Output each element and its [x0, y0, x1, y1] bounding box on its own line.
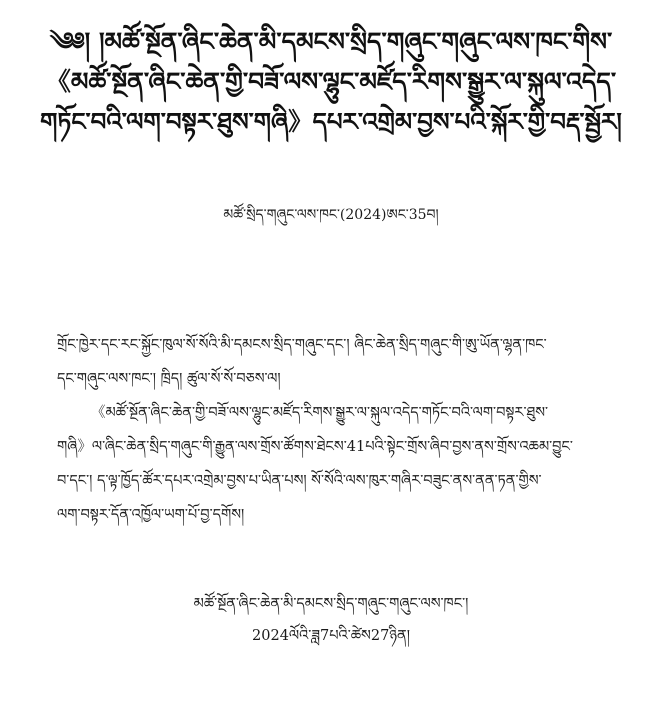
body-line-1: 《མཚོ་སྔོན་ཞིང་ཆེན་གྱི་བཟོ་ལས་ལྷུང་མཛོད་རིགས་སྒྱུར་ལ་སྐུལ་འདེད་གཏོང་བའི་ལག་བསྟར་ཐུས་	[91, 405, 549, 421]
title-line-1: ༄༅། །མཚོ་སྔོན་ཞིང་ཆེན་མི་དམངས་སྲིད་གཞུང་གཞུང་ལས་ཁང་གིས་	[49, 27, 613, 56]
body-line-3: བ་དང་། ད་ལྟ་ཁྱོད་ཚོར་དཔར་འགྲེམ་བྱས་པ་ཡིན་པས། སོ་སོའི་ལས་ཁུར་གཞིར་བཟུང་ནས་ནན་ཏན་གྱིས་	[57, 473, 542, 489]
document-body	[57, 328, 623, 532]
title-line-3: གཏོང་བའི་ལག་བསྟར་ཐུས་གཞི》དཔར་འགྲེམ་བྱས་པའི་སྐོར་གྱི་བརྡ་སྦྱོར།	[40, 107, 622, 136]
addressee-line-2: དང་གཞུང་ལས་ཁང་། ཁྲིད། ཚུལ་སོ་སོ་བཅས་ལ།	[57, 371, 281, 387]
addressee-line-1: གྲོང་ཁྱེར་དང་རང་སྐྱོང་ཁུལ་སོ་སོའི་མི་དམངས་སྲིད་གཞུང་དང་། ཞིང་ཆེན་སྲིད་གཞུང་གི་ཨུ་ཡོན་ལྷན་ཁང་	[57, 337, 547, 353]
body-line-2: གཞི》ལ་ཞིང་ཆེན་སྲིད་གཞུང་གི་རྒྱུན་ལས་གྲོས་ཚོགས་ཐེངས་41པའི་སྟེང་གྲོས་ཞིབ་བྱས་ནས་གྲོས་འཆམ་བྱུང་	[57, 439, 573, 455]
body-line-4: ལག་བསྟར་དོན་འཁྱོལ་ཡག་པོ་བྱ་དགོས།	[57, 507, 245, 523]
issue-date: 2024ལོའི་ཟླ7པའི་ཚེས27ཉིན།	[252, 628, 410, 644]
issuer-name: མཚོ་སྔོན་ཞིང་ཆེན་མི་དམངས་སྲིད་གཞུང་གཞུང་ལས་ཁང་།	[193, 596, 469, 612]
title-line-2: 《མཚོ་སྔོན་ཞིང་ཆེན་གྱི་བཟོ་ལས་ལྷུང་མཛོད་རིགས་སྒྱུར་ལ་སྐུལ་འདེད་	[45, 67, 617, 96]
document-title	[40, 22, 622, 142]
document-number: མཚོ་སྲིད་གཞུང་ལས་ཁང་(2024)ཨང་35བ།	[223, 207, 439, 223]
signature-block	[0, 588, 662, 652]
